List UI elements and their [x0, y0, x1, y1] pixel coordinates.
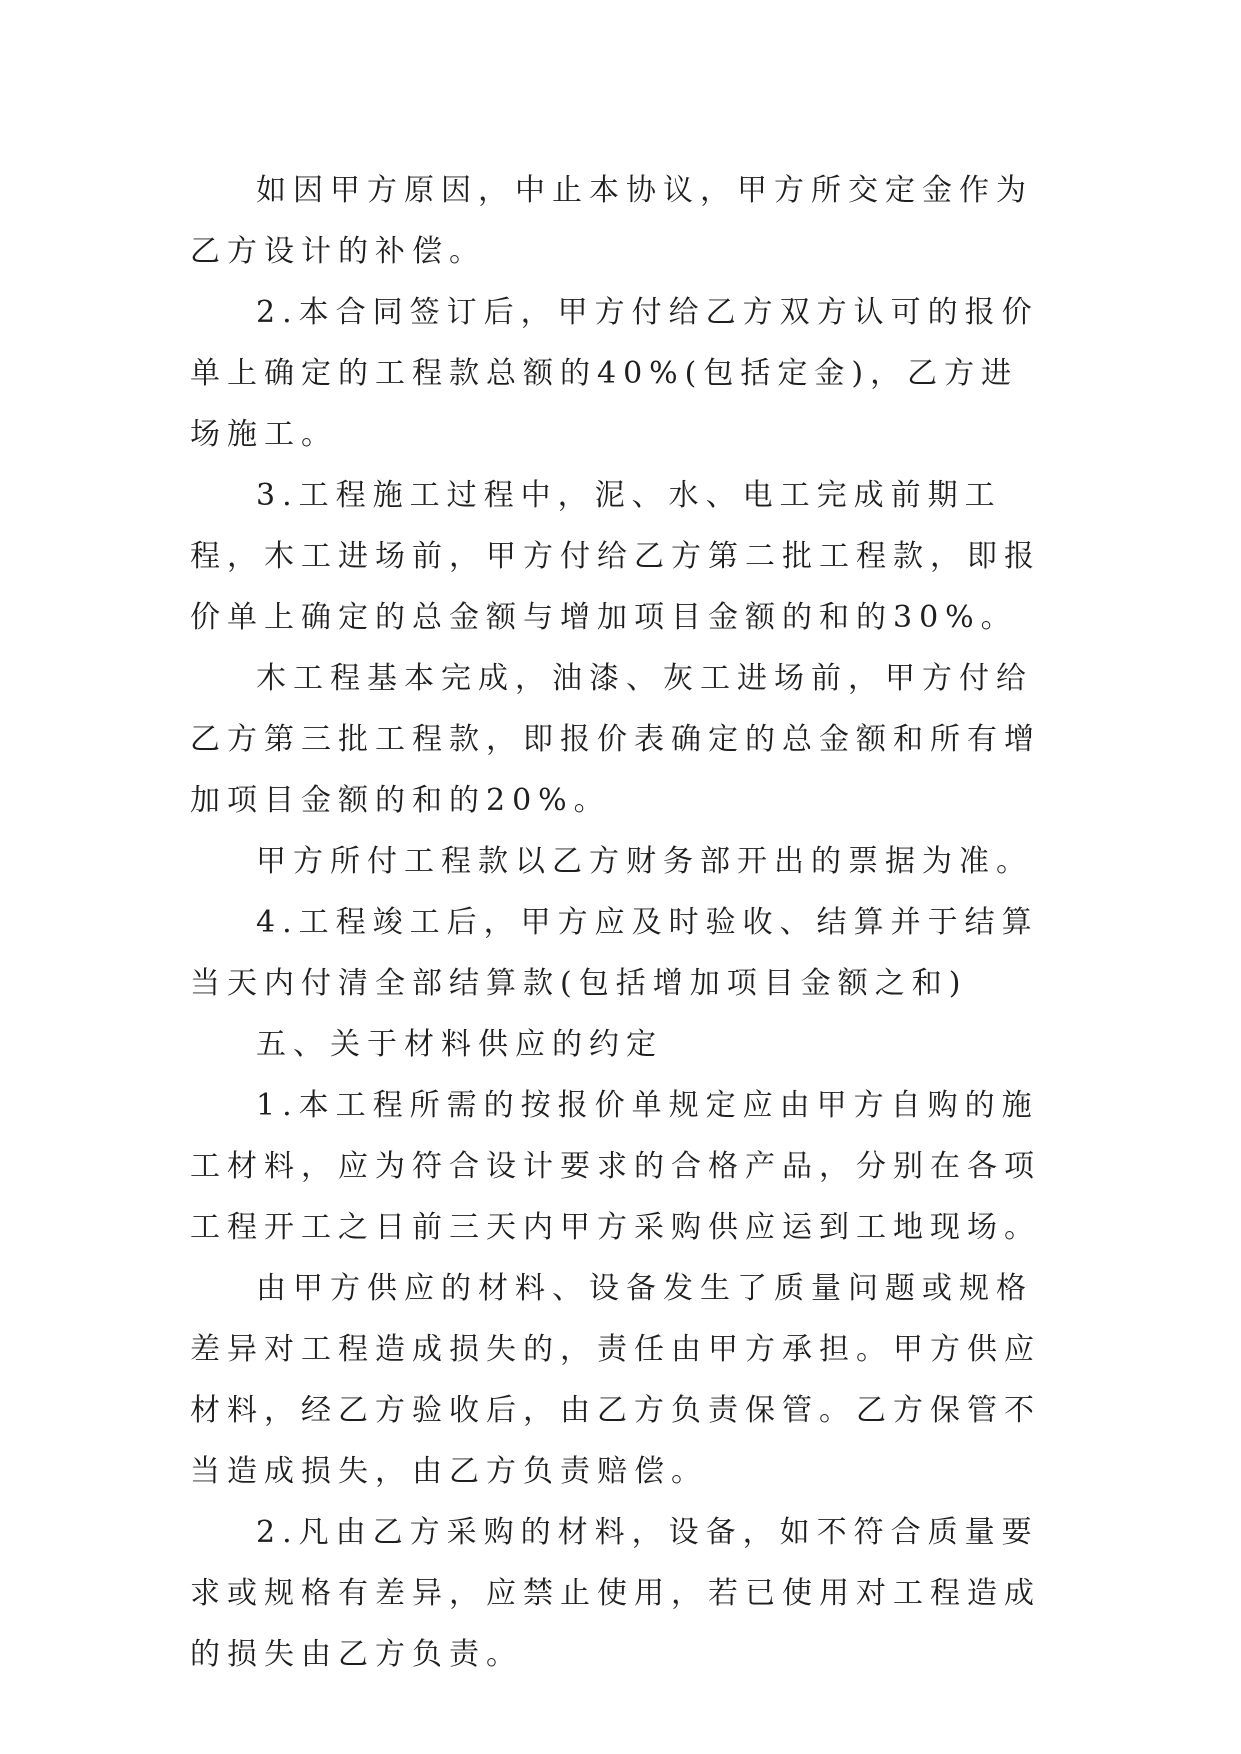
paragraph: 4.工程竣工后，甲方应及时验收、结算并于结算当天内付清全部结算款(包括增加项目金额之和): [190, 905, 1039, 1001]
paragraph: 1.本工程所需的按报价单规定应由甲方自购的施工材料，应为符合设计要求的合格产品，分别在各项工程开工之日前三天内甲方采购供应运到工地现场。: [190, 1088, 1041, 1245]
paragraph: 木工程基本完成，油漆、灰工进场前，甲方付给乙方第三批工程款，即报价表确定的总金额和所有增加项目金额的和的20%。: [190, 661, 1041, 818]
paragraph: 3.工程施工过程中，泥、水、电工完成前期工程，木工进场前，甲方付给乙方第二批工程款，即报价单上确定的总金额与增加项目金额的和的30%。: [190, 478, 1041, 635]
paragraph: 2.本合同签订后，甲方付给乙方双方认可的报价单上确定的工程款总额的40%(包括定金)，乙方进场施工。: [190, 295, 1039, 452]
section-heading: 五、关于材料供应的约定: [256, 1027, 663, 1062]
paragraph: 如因甲方原因，中止本协议，甲方所交定金作为乙方设计的补偿。: [190, 173, 1033, 269]
paragraph: 由甲方供应的材料、设备发生了质量问题或规格差异对工程造成损失的，责任由甲方承担。甲方供应材料，经乙方验收后，由乙方负责保管。乙方保管不当造成损失，由乙方负责赔偿。: [190, 1271, 1041, 1489]
paragraph: 甲方所付工程款以乙方财务部开出的票据为准。: [256, 844, 1033, 879]
paragraph: 2.凡由乙方采购的材料，设备，如不符合质量要求或规格有差异，应禁止使用，若已使用对工程造成的损失由乙方负责。: [190, 1515, 1041, 1672]
document-body: [190, 160, 1052, 1685]
